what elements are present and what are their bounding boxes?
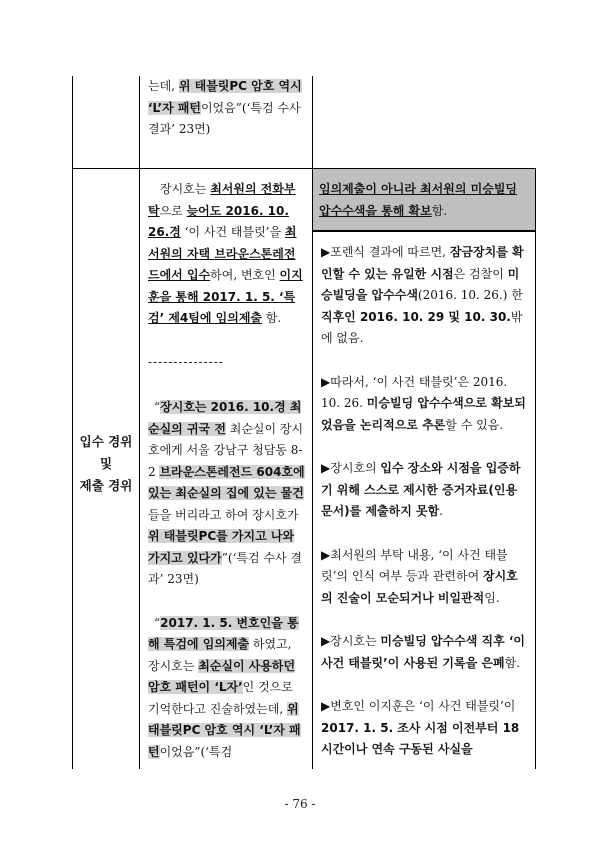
rebuttal-point [313,372,535,437]
text-run: 미승빌딩 압수수색으로 확보되었음을 논리적으로 추론 [321,396,526,432]
rebuttal-point [313,696,535,761]
text-run: 장시호는 [160,182,211,196]
text-run: 임의제출이 아니라 최서원의 미승빌딩 압수수색을 통해 확보 [319,182,518,218]
text-run: ”(‘특검 수사 결과’ 23면) [148,550,302,586]
page-number: - 76 - [284,797,316,811]
text-run: 밖에 없음. [321,309,523,345]
text-run: 으로 [159,203,187,218]
text-run: 최서원의 전화부탁 [148,182,296,218]
text-run: ▶장시호는 [321,634,381,648]
quote-cell-continued [140,76,313,169]
rebuttal-summary [313,169,535,232]
claim-paragraph [140,179,312,330]
text-run: 직후인 2016. 10. 29 및 10. 30. [321,309,511,324]
text-run: ▶최서원의 부탁 내용, ‘이 사건 태블릿’의 인식 여부 등과 관련하여 [321,547,508,583]
text-run: 함. [504,655,520,670]
row-label-line: 제출 경위 [79,478,133,493]
text-run: ▶따라서, ‘이 사건 태블릿’은 2016. 10. 26. [321,374,508,410]
text-run: 이었음”(‘특검 [159,744,233,759]
table-row-continuation [73,76,536,169]
text-run: 이었음”(‘특검 수사 결과’ 23면) [148,100,301,136]
text-run: 장시호의 진술이 모순되거나 비일관적 [321,569,518,605]
text-run: 위 태블릿PC 암호 역시 ‘L’자 패턴 [148,701,301,759]
rebuttal-point [313,631,535,674]
text-run: “ [154,400,161,414]
claim-cell [140,169,313,770]
text-run: ‘이 사건 태블릿’을 [180,225,285,239]
text-run: 미승빌딩 압수수색 직후 ‘이 사건 태블릿’이 사용된 기록을 은폐 [321,634,526,670]
text-run: 최순실이 사용하던 암호 패턴이 ‘L자’ [148,658,296,694]
text-run: (2016. 10. 26.) 한 [417,288,523,302]
text-run: 미승빌딩을 압수수색 [321,266,520,302]
text-run: ▶포렌식 결과에 따르면, [321,245,450,259]
text-run: . [439,504,443,518]
paragraph [140,76,312,141]
text-run: 위 태블릿PC를 가지고 나와 가지고 있다가 [148,529,295,565]
text-run: ▶변호인 이지훈은 ‘이 사건 태블릿’이 [321,699,516,713]
rebuttal-cell [313,169,536,770]
table-row-acquisition [73,169,536,770]
text-run: 위 태블릿PC 암호 역시 ‘L’자 패턴 [148,79,302,115]
text-run: 잠금장치를 확인할 수 있는 유일한 시점 [321,245,524,281]
text-run: 2017. 1. 5. 변호인을 통해 특검에 임의제출 [148,615,299,651]
text-run: 은 검찰이 [453,266,508,281]
text-run: “ [154,615,161,630]
text-run: 는데, [148,79,179,93]
text-run: 입수 장소와 시점을 입증하기 위해 스스로 제시한 증거자료(인용문서)를 제출하지 못함 [321,461,521,518]
quote-paragraph [140,397,312,591]
text-run: 늦어도 2016. 10. 26.경 [148,203,289,239]
text-run: 함. [431,203,448,218]
row-label-cell [73,169,140,770]
row-label-line: 및 [99,456,113,471]
comparison-table [72,76,536,769]
text-run: 인 것으로 기억한다고 진술하였는데, [148,680,293,716]
text-run: 이지훈을 통해 2017. 1. 5. ‘특검’ 제4팀에 임의제출 [148,268,303,325]
text-run: 함. [262,311,282,325]
text-run: 최순실이 장시호에게 서울 강남구 청담동 8-2 [148,421,304,479]
row-label-line: 입수 경위 [79,434,133,449]
text-run: 하여, 변호인 [210,268,280,282]
rebuttal-cell-empty [313,76,536,169]
rebuttal-point [313,545,535,610]
text-run: 할 수 있음. [445,417,504,432]
rebuttal-point [313,458,535,523]
text-run: 임. [484,590,500,605]
text-run: 하였고, 장시호는 [148,637,292,673]
label-cell-empty [73,76,140,169]
text-run: 2017. 1. 5. 조사 시점 이전부터 18시간이나 연속 구동된 사실을 [321,720,520,756]
text-run: ▶장시호의 [321,461,381,475]
text-run: 들을 버리라고 하여 장시호가 [148,507,299,522]
text-run: 장시호는 2016. 10.경 최순실의 귀국 전 [148,400,302,436]
rebuttal-point [313,242,535,350]
quote-paragraph [140,613,312,764]
text-run: 최서원의 자택 브라운스톤레전드에서 입수 [148,225,297,282]
separator-dashes: --------------- [148,354,224,369]
text-run: 브라운스톤레전드 604호에 있는 최순실의 집에 있는 물건 [148,464,305,500]
